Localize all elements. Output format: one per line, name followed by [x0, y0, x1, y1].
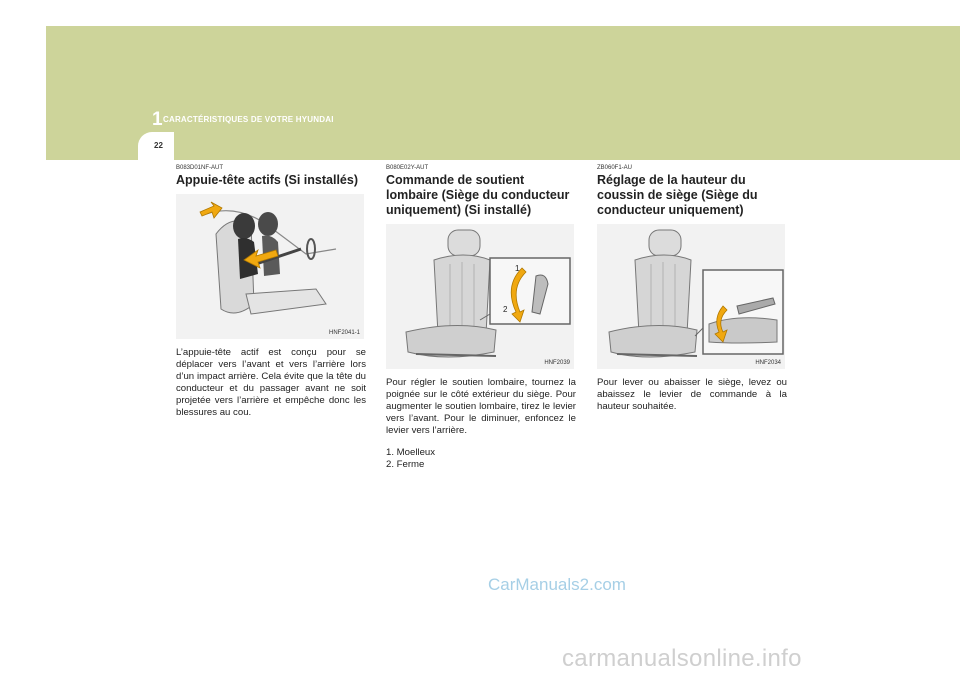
- watermark-carmanualsonline[interactable]: carmanualsonline.info: [562, 645, 802, 672]
- figure-active-headrest: [176, 194, 364, 339]
- figure-label: HNF2034: [755, 360, 781, 366]
- section-code: B080E02Y-AUT: [386, 165, 429, 171]
- section-body: Pour régler le soutien lombaire, tournez la poignée sur le côté extérieur du siège. Pour augmenter le soutien lombaire, tirez le levier vers l’avant. Pour le diminuer, enfoncez le levier vers l’arrière.: [386, 377, 576, 436]
- list-item: 2. Ferme: [386, 459, 425, 470]
- section-lumbar-support: [386, 165, 576, 471]
- figure-label: HNF2041-1: [328, 330, 360, 336]
- firmness-list: [386, 447, 576, 471]
- section-body: Pour lever ou abaisser le siège, levez ou abaissez le levier de commande à la hauteur souhaitée.: [597, 377, 787, 412]
- figure-lumbar-support: [386, 224, 574, 369]
- forward-arrow-icon: [200, 202, 222, 218]
- height-seat-illustration: [597, 224, 785, 369]
- figure-cushion-height: [597, 224, 785, 369]
- section-title: Commande de soutient lombaire (Siège du conducteur uniquement) (Si installé): [386, 173, 570, 217]
- chapter-header-band: [46, 26, 960, 160]
- chapter-number: 1: [152, 109, 163, 130]
- figure-label: HNF2039: [544, 360, 570, 366]
- section-title: Appuie-tête actifs (Si installés): [176, 173, 358, 187]
- section-title: Réglage de la hauteur du coussin de siège (Siège du conducteur uniquement): [597, 173, 758, 217]
- callout-1: 1: [515, 264, 520, 273]
- lumbar-seat-illustration: [386, 224, 574, 369]
- page-number: 22: [154, 141, 163, 150]
- callout-2: 2: [503, 305, 508, 314]
- list-item: 1. Moelleux: [386, 447, 436, 458]
- section-code: ZB060F1-AU: [597, 165, 633, 171]
- watermark-carmanuals2[interactable]: CarManuals2.com: [488, 575, 626, 594]
- section-cushion-height: [597, 165, 787, 413]
- section-code: B083D01NF-AUT: [176, 165, 224, 171]
- section-body: L’appuie-tête actif est conçu pour se déplacer vers l’avant et vers l’arrière lors d’un impact arrière. Cela évite que la tête du conducteur et du passager avant ne soit projetée vers l’arrière et empêche donc les blessures au cou.: [176, 347, 366, 418]
- section-active-headrest: [176, 165, 366, 419]
- headrest-illustration: [176, 194, 364, 339]
- chapter-title: CARACTÉRISTIQUES DE VOTRE HYUNDAI: [163, 115, 334, 124]
